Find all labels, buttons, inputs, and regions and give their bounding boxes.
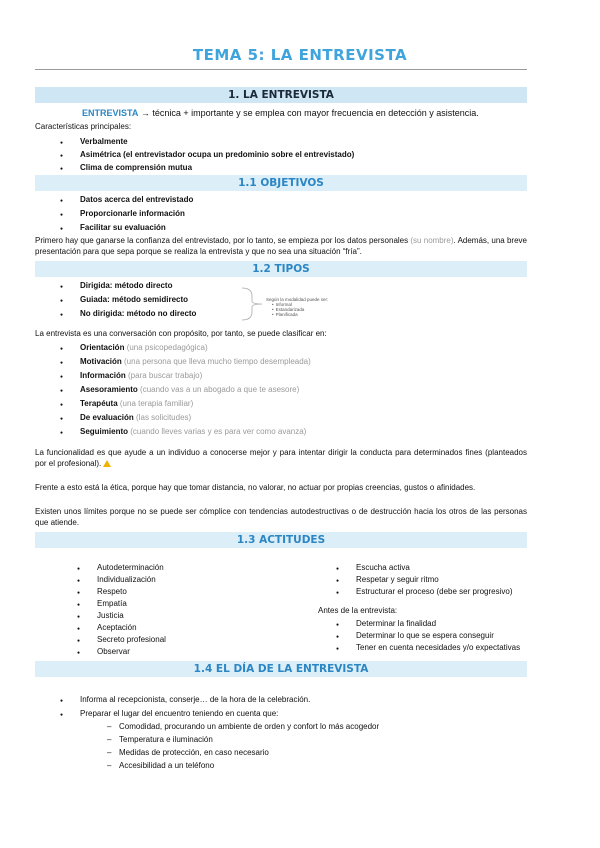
feature-item: ● Asimétrica (el entrevistador ocupa un predominio sobre el entrevistado) xyxy=(80,150,354,160)
title-divider xyxy=(35,69,527,70)
modality-note-item: • Planificada xyxy=(272,312,328,317)
classify-intro: La entrevista es una conversación con propósito, por tanto, se puede clasificar en: xyxy=(35,329,327,338)
ethics-paragraph: Frente a esto está la ética, porque hay que tomar distancia, no valorar, no actuar por propias creencias, gustos o afinidades. xyxy=(35,483,476,492)
day-item: ● Informa al recepcionista, conserje… de la hora de la celebración. xyxy=(80,695,310,705)
intro-term: ENTREVISTA xyxy=(82,108,139,118)
day-subitem: – Comodidad, procurando un ambiente de orden y confort lo más acogedor xyxy=(119,722,379,732)
paragraph-text: . Además, una breve presentación para que sepa porque se realiza la entrevista y que no sea una situación “fría”. xyxy=(35,236,527,256)
attitude-item: ● Individualización xyxy=(97,575,156,585)
feature-item: ● Verbalmente xyxy=(80,137,128,147)
modality-note-item: • Informal xyxy=(272,302,328,307)
attitude-item: ● Observar xyxy=(97,647,130,657)
section-heading-1-4: 1.4 EL DÍA DE LA ENTREVISTA xyxy=(35,661,527,677)
section-heading-1-1: 1.1 OBJETIVOS xyxy=(35,175,527,191)
class-note: (para buscar trabajo) xyxy=(128,371,203,380)
class-note: (una psicopedagógica) xyxy=(126,343,208,352)
paragraph-note: (su nombre) xyxy=(410,236,454,245)
class-item xyxy=(80,399,193,409)
class-note: (cuando lleves varias y es para ver como avanza) xyxy=(130,427,307,436)
class-note: (cuando vas a un abogado a que te asesore) xyxy=(140,385,300,394)
brace-icon xyxy=(240,286,264,322)
attitude-item: ● Respetar y seguir ritmo xyxy=(356,575,439,585)
objectives-paragraph xyxy=(35,235,527,257)
feature-item: ● Clima de comprensión mutua xyxy=(80,163,192,173)
document-title: TEMA 5: LA ENTREVISTA xyxy=(192,46,408,64)
class-name: Terapéuta xyxy=(80,399,118,408)
class-item xyxy=(80,357,311,367)
before-item: ● Determinar lo que se espera conseguir xyxy=(356,631,494,641)
attitude-item: ● Empatía xyxy=(97,599,127,609)
class-note: (una terapia familiar) xyxy=(119,399,194,408)
attitude-item: ● Secreto profesional xyxy=(97,635,166,645)
paragraph-text: La funcionalidad es que ayude a un individuo a conocerse mejor y para intentar dirigir la conducta para determinados fines (planteados por el profesional). xyxy=(35,448,527,468)
class-name: De evaluación xyxy=(80,413,134,422)
attitude-item: ● Respeto xyxy=(97,587,127,597)
intro-line xyxy=(82,108,479,118)
class-note: (las solicitudes) xyxy=(136,413,192,422)
section-heading-1: 1. LA ENTREVISTA xyxy=(35,87,527,103)
class-item xyxy=(80,371,202,381)
class-item xyxy=(80,427,306,437)
attitude-item: ● Justicia xyxy=(97,611,124,621)
modality-note-title: Según la modalidad puede ser: xyxy=(266,297,329,302)
section-heading-1-2: 1.2 TIPOS xyxy=(35,261,527,277)
attitude-item: ● Autodeterminación xyxy=(97,563,164,573)
day-subitem: – Temperatura e iluminación xyxy=(119,735,213,745)
warning-icon xyxy=(103,460,111,467)
class-note: (una persona que lleva mucho tiempo desempleada) xyxy=(124,357,311,366)
day-subitem: – Medidas de protección, en caso necesario xyxy=(119,748,269,758)
before-item: ● Tener en cuenta necesidades y/o expectativas xyxy=(356,643,520,653)
class-item xyxy=(80,385,299,395)
objective-item: ● Facilitar su evaluación xyxy=(80,223,166,233)
type-item: ● Guiada: método semidirecto xyxy=(80,295,188,305)
class-name: Información xyxy=(80,371,126,380)
day-item: ● Preparar el lugar del encuentro teniendo en cuenta que: xyxy=(80,709,278,719)
class-name: Seguimiento xyxy=(80,427,129,436)
before-item: ● Determinar la finalidad xyxy=(356,619,436,629)
paragraph-text: Primero hay que ganarse la confianza del entrevistado, por lo tanto, se empieza por los datos personales xyxy=(35,236,411,245)
intro-rest: → técnica + importante y se emplea con mayor frecuencia en detección y asistencia. xyxy=(138,108,479,118)
attitude-item: ● Estructurar el proceso (debe ser progresivo) xyxy=(356,587,513,597)
objective-item: ● Proporcionarle información xyxy=(80,209,185,219)
section-heading-1-3: 1.3 ACTITUDES xyxy=(35,532,527,548)
modality-note-item: • Estandarizada xyxy=(272,307,328,312)
functionality-paragraph xyxy=(35,447,527,469)
attitude-item: ● Aceptación xyxy=(97,623,137,633)
day-subitem: – Accesibilidad a un teléfono xyxy=(119,761,214,771)
before-interview-label: Antes de la entrevista: xyxy=(318,606,398,615)
attitude-item: ● Escucha activa xyxy=(356,563,410,573)
type-item: ● No dirigida: método no directo xyxy=(80,309,196,319)
features-label: Características principales: xyxy=(35,122,132,131)
class-name: Motivación xyxy=(80,357,122,366)
modality-note xyxy=(266,297,328,317)
class-name: Asesoramiento xyxy=(80,385,138,394)
limits-paragraph: Existen unos límites porque no se puede ser cómplice con tendencias autodestructivas o de destrucción hacia los otros de las personas que atiende. xyxy=(35,507,527,527)
class-name: Orientación xyxy=(80,343,125,352)
type-item: ● Dirigida: método directo xyxy=(80,281,172,291)
class-item xyxy=(80,343,208,353)
class-item xyxy=(80,413,191,423)
objective-item: ● Datos acerca del entrevistado xyxy=(80,195,193,205)
